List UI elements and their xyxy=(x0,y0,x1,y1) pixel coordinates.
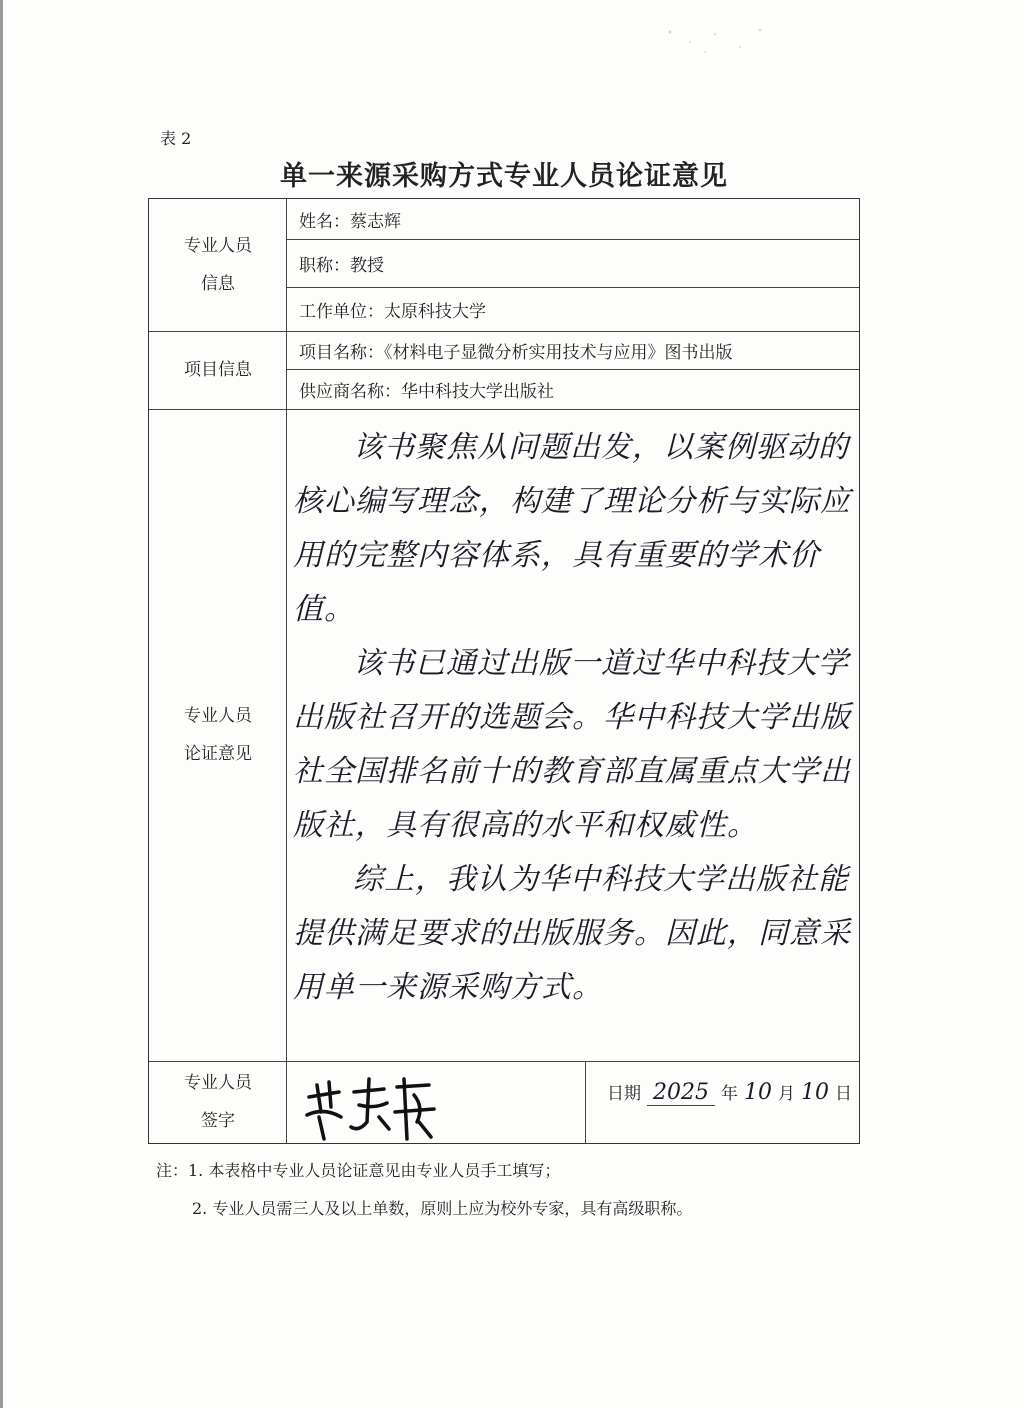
supplier-name-field: 供应商名称：华中科技大学出版社 xyxy=(299,381,554,402)
scan-edge xyxy=(0,0,3,1408)
name-field: 姓名：蔡志辉 xyxy=(299,211,401,232)
form-notes xyxy=(156,1152,692,1228)
signature-label: 专业人员签字 xyxy=(184,1073,252,1131)
form-number: 表 2 xyxy=(160,129,192,148)
project-name-field: 项目名称：《材料电子显微分析实用技术与应用》图书出版 xyxy=(299,342,733,363)
note-item: 注：1. 本表格中专业人员论证意见由专业人员手工填写； xyxy=(156,1161,561,1180)
handwritten-opinion xyxy=(293,421,853,1015)
opinion-paragraph: 该书已通过出版一道过华中科技大学出版社召开的选题会。华中科技大学出版社全国排名前十的教育部直属重点大学出版社，具有很高的水平和权威性。 xyxy=(293,646,851,843)
job-title-field: 职称：教授 xyxy=(299,255,384,276)
date-day: 10 xyxy=(801,1080,829,1105)
opinion-paragraph: 综上，我认为华中科技大学出版社能提供满足要求的出版服务。因此，同意采用单一来源采购方式。 xyxy=(293,862,851,1005)
opinion-form xyxy=(148,198,860,1144)
expert-info-label: 专业人员信息 xyxy=(184,236,252,294)
project-info-label: 项目信息 xyxy=(184,360,252,380)
page-title: 单一来源采购方式专业人员论证意见 xyxy=(280,161,728,192)
workplace-field: 工作单位：太原科技大学 xyxy=(299,301,486,322)
date-year: 2025 xyxy=(647,1080,715,1106)
date-divider xyxy=(585,1061,586,1143)
date-month: 10 xyxy=(744,1080,772,1105)
handwritten-signature xyxy=(299,1067,439,1147)
signature-date: 日期 2025 年 10 月 10 日 xyxy=(607,1080,852,1105)
note-item: 2. 专业人员需三人及以上单数，原则上应为校外专家，具有高级职称。 xyxy=(192,1199,693,1218)
scan-noise xyxy=(660,22,780,62)
opinion-label: 专业人员论证意见 xyxy=(184,706,252,764)
opinion-paragraph: 该书聚焦从问题出发，以案例驱动的核心编写理念，构建了理论分析与实际应用的完整内容体系，具有重要的学术价值。 xyxy=(293,430,851,627)
